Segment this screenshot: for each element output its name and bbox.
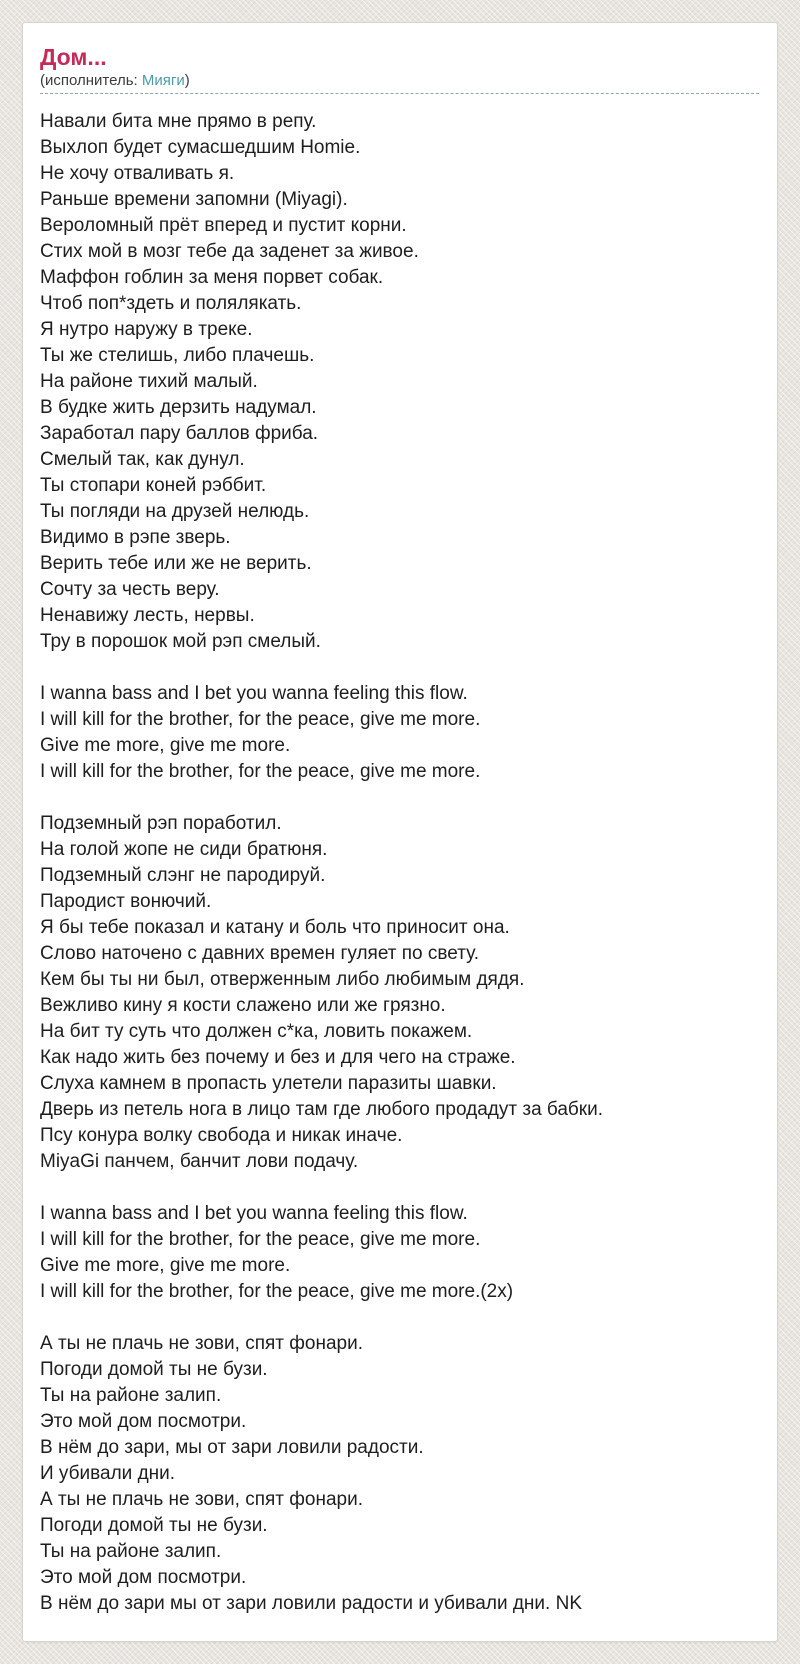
lyric-line: Навали бита мне прямо в репу. <box>40 111 317 132</box>
artist-label-suffix: ) <box>184 72 190 89</box>
lyric-line: Вероломный прёт вперед и пустит корни. <box>40 215 407 236</box>
lyric-line: Ты погляди на друзей нелюдь. <box>40 501 310 522</box>
lyric-line: А ты не плачь не зови, спят фонари. <box>40 1333 363 1354</box>
lyric-line: Кем бы ты ни был, отверженным либо любимым дядя. <box>40 969 525 990</box>
lyric-line: На бит ту суть что должен с*ка, ловить покажем. <box>40 1021 473 1042</box>
artist-label-prefix: (исполнитель: <box>40 72 142 89</box>
lyric-line: А ты не плачь не зови, спят фонари. <box>40 1489 363 1510</box>
lyric-line: Подземный рэп поработил. <box>40 813 282 834</box>
lyric-line: Ты на районе залип. <box>40 1385 222 1406</box>
lyric-line: Погоди домой ты не бузи. <box>40 1515 268 1536</box>
lyric-line: Подземный слэнг не пародируй. <box>40 865 326 886</box>
lyric-line: Маффон гоблин за меня порвет собак. <box>40 267 384 288</box>
lyrics-card <box>22 22 778 1642</box>
lyric-line: Слуха камнем в пропасть улетели паразиты шавки. <box>40 1073 497 1094</box>
lyric-line: Give me more, give me more. <box>40 1255 291 1276</box>
lyric-line: Заработал пару баллов фриба. <box>40 423 319 444</box>
stanza <box>40 1331 759 1617</box>
lyric-line: Тру в порошок мой рэп смелый. <box>40 631 321 652</box>
dashed-separator <box>40 93 759 94</box>
lyric-line: Это мой дом посмотри. <box>40 1567 247 1588</box>
stanza <box>40 811 759 1175</box>
stanza <box>40 681 759 785</box>
lyric-line: Погоди домой ты не бузи. <box>40 1359 268 1380</box>
lyric-line: Give me more, give me more. <box>40 735 291 756</box>
lyric-line: Выхлоп будет сумасшедшим Homie. <box>40 137 361 158</box>
lyric-line: Псу конура волку свобода и никак иначе. <box>40 1125 403 1146</box>
lyric-line: Ты на районе залип. <box>40 1541 222 1562</box>
lyric-line: Стих мой в мозг тебе да заденет за живое. <box>40 241 419 262</box>
lyric-line: MiyaGi панчем, банчит лови подачу. <box>40 1151 359 1172</box>
lyric-line: Чтоб поп*здеть и полялякать. <box>40 293 302 314</box>
lyric-line: Ты же стелишь, либо плачешь. <box>40 345 315 366</box>
lyric-line: В нём до зари, мы от зари ловили радости. <box>40 1437 424 1458</box>
lyric-line: Смелый так, как дунул. <box>40 449 245 470</box>
lyric-line: Вежливо кину я кости слажено или же грязно. <box>40 995 446 1016</box>
lyric-line: Раньше времени запомни (Miyagi). <box>40 189 348 210</box>
stanza <box>40 109 759 655</box>
lyric-line: И убивали дни. <box>40 1463 176 1484</box>
lyric-line: Ненавижу лесть, нервы. <box>40 605 255 626</box>
lyric-line: Я бы тебе показал и катану и боль что приносит она. <box>40 917 510 938</box>
lyric-line: На районе тихий малый. <box>40 371 258 392</box>
lyric-line: Верить тебе или же не верить. <box>40 553 312 574</box>
lyric-line: В будке жить дерзить надумал. <box>40 397 317 418</box>
lyric-line: Я нутро наружу в треке. <box>40 319 253 340</box>
lyric-line: I will kill for the brother, for the peace, give me more. <box>40 761 481 782</box>
lyric-line: Это мой дом посмотри. <box>40 1411 247 1432</box>
lyric-line: Дверь из петель нога в лицо там где любого продадут за бабки. <box>40 1099 604 1120</box>
song-title: Дом... <box>40 44 107 70</box>
lyric-line: Пародист вонючий. <box>40 891 212 912</box>
lyric-line: На голой жопе не сиди братюня. <box>40 839 328 860</box>
artist-link[interactable]: Мияги <box>141 72 185 89</box>
lyrics <box>40 109 759 1617</box>
lyric-line: I wanna bass and I bet you wanna feeling this flow. <box>40 683 468 704</box>
lyric-line: Не хочу отваливать я. <box>40 163 235 184</box>
artist-line <box>40 72 759 93</box>
lyric-line: Слово наточено с давних времен гуляет по свету. <box>40 943 479 964</box>
stanza <box>40 1201 759 1305</box>
lyric-line: I will kill for the brother, for the peace, give me more.(2x) <box>40 1281 514 1302</box>
lyric-line: Видимо в рэпе зверь. <box>40 527 231 548</box>
lyric-line: I will kill for the brother, for the peace, give me more. <box>40 1229 481 1250</box>
lyric-line: Ты стопари коней рэббит. <box>40 475 267 496</box>
lyric-line: Сочту за честь веру. <box>40 579 220 600</box>
lyric-line: I will kill for the brother, for the peace, give me more. <box>40 709 481 730</box>
lyric-line: В нём до зари мы от зари ловили радости и убивали дни. NK <box>40 1593 582 1614</box>
lyric-line: I wanna bass and I bet you wanna feeling this flow. <box>40 1203 468 1224</box>
lyric-line: Как надо жить без почему и без и для чего на страже. <box>40 1047 516 1068</box>
